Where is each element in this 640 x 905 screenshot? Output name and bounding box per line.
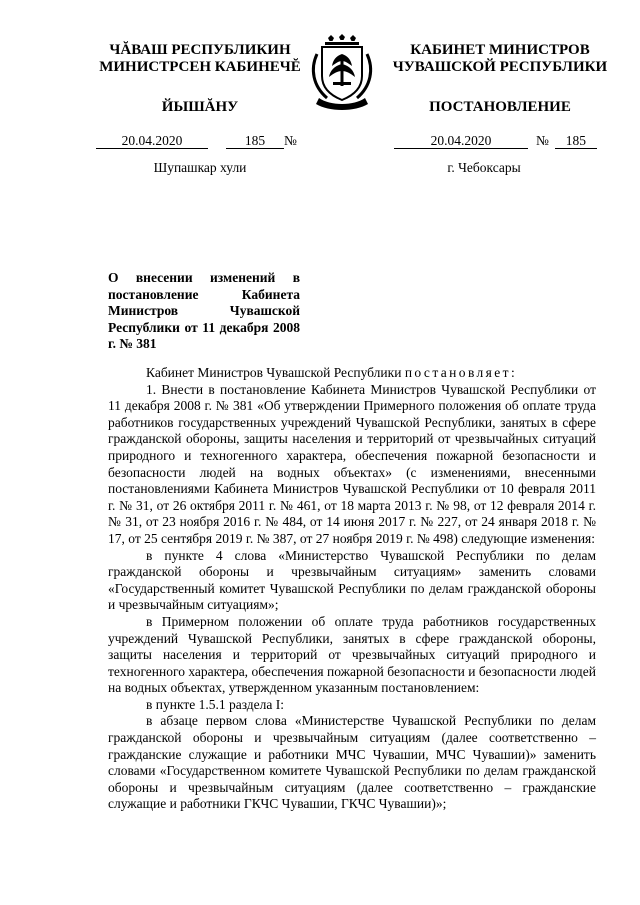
body-paragraph: в Примерном положении об оплате труда работников государственных учреждений Чувашской Республики, занятых в сфере гражданской обороны, защиты населения и территорий от чрезвычайных ситуаций природного и техногенного характера, обеспечения пожарной безопасности и безопасности людей на водных объектах, утвержденном указанным постановлением: bbox=[108, 613, 596, 696]
date-number-right bbox=[394, 130, 597, 146]
issuer-chuvash-line2: МИНИСТРСЕН КАБИНЕЧĔ bbox=[99, 59, 301, 75]
body-paragraph: в пункте 4 слова «Министерство Чувашской Республики по делам гражданской обороны и чрезвычайным ситуациям» заменить словами «Государственный комитет Чувашской Республики по делам гражданской обороны и чрезвычайным ситуациям»; bbox=[108, 547, 596, 613]
issuer-russian bbox=[380, 42, 620, 76]
date-left: 20.04.2020 bbox=[96, 133, 208, 149]
intro-spaced-word: постановляет: bbox=[404, 365, 518, 380]
intro-paragraph: Кабинет Министров Чувашской Республики постановляет: bbox=[146, 365, 518, 380]
document-body bbox=[108, 365, 596, 813]
place-chuvash: Шупашкар хули bbox=[153, 160, 247, 175]
number-sign-right: № bbox=[536, 133, 549, 148]
number-right: 185 bbox=[555, 133, 597, 149]
place-russian: г. Чебоксары bbox=[447, 160, 521, 175]
body-paragraph: в абзаце первом слова «Министерстве Чувашской Республики по делам гражданской обороны и чрезвычайным ситуациям (далее соответственно – гражданские служащие и работники МЧС Чувашии, МЧС Чувашии)» заменить словами «Государственном комитете Чувашской Республики по делам гражданской обороны и чрезвычайным ситуациям (далее соответственно – гражданские служащие и работники ГКЧС Чувашии, ГКЧС Чувашии)»; bbox=[108, 713, 596, 812]
issuer-chuvash bbox=[96, 42, 304, 76]
number-sign-left: № bbox=[284, 133, 297, 148]
body-paragraph: в пункте 1.5.1 раздела I: bbox=[146, 696, 285, 712]
document-title: О внесении изменений в постановление Кабинета Министров Чувашской Республики от 11 декабря 2008 г. № 381 bbox=[108, 270, 300, 351]
issuer-russian-line2: ЧУВАШСКОЙ РЕСПУБЛИКИ bbox=[392, 59, 608, 75]
number-left: 185 bbox=[226, 133, 284, 149]
doc-type-russian: ПОСТАНОВЛЕНИЕ bbox=[429, 99, 571, 115]
date-number-left bbox=[96, 130, 297, 146]
doc-type-chuvash: ЙЫШĂНУ bbox=[161, 99, 239, 115]
issuer-russian-line1: КАБИНЕТ МИНИСТРОВ bbox=[410, 42, 590, 58]
date-right: 20.04.2020 bbox=[394, 133, 528, 149]
chuvash-republic-emblem-icon bbox=[305, 34, 379, 110]
body-paragraph: 1. Внести в постановление Кабинета Министров Чувашской Республики от 11 декабря 2008 г. № 381 «Об утверждении Примерного положения об оплате труда работников государственных учреждений Чувашской Республики, занятых в сфере гражданской обороны, защиты населения и территорий от чрезвычайных ситуаций природного и техногенного характера, обеспечения пожарной безопасности и безопасности людей на водных объектах» (с изменениями, внесенными постановлениями Кабинета Министров Чувашской Республики от 10 февраля 2011 г. № 31, от 26 октября 2011 г. № 461, от 18 марта 2013 г. № 98, от 12 февраля 2014 г. № 31, от 23 ноября 2016 г. № 484, от 14 июня 2017 г. № 227, от 24 января 2018 г. № 17, от 25 сентября 2019 г. № 387, от 27 ноября 2019 г. № 498) следующие изменения: bbox=[108, 381, 596, 546]
issuer-chuvash-line1: ЧĂВАШ РЕСПУБЛИКИН bbox=[109, 42, 291, 58]
